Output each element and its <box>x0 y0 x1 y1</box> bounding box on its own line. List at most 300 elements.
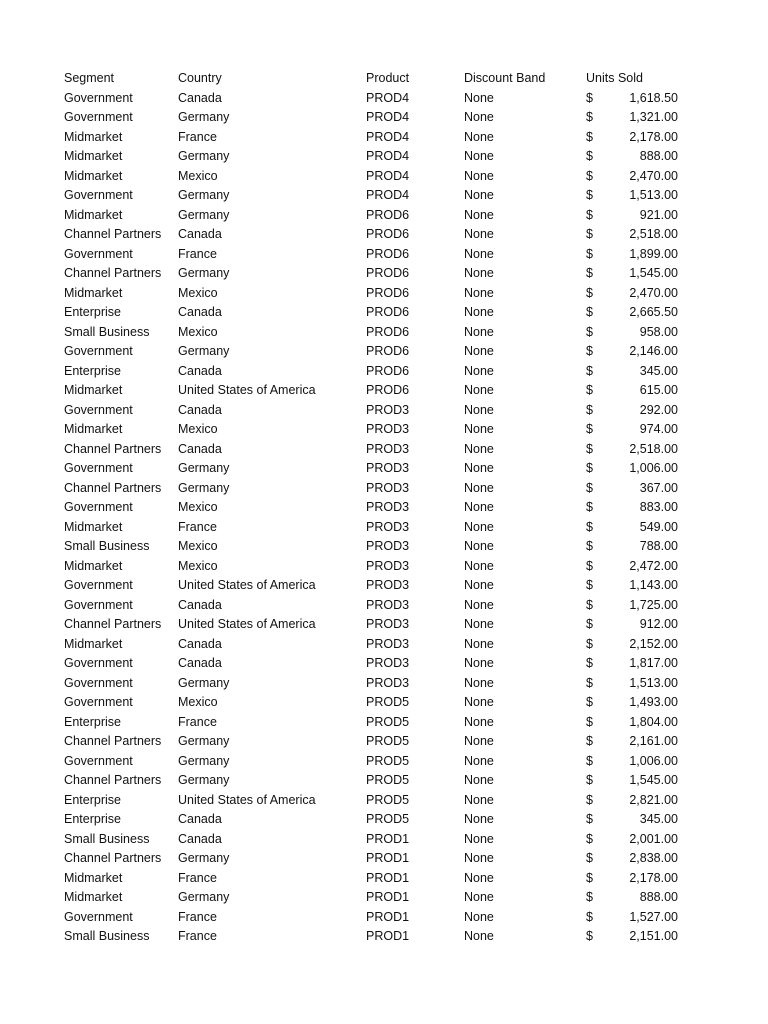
product-cell: PROD6 <box>366 207 410 222</box>
discount-band-cell: None <box>464 773 494 787</box>
units-sold-cell: 292.00 <box>639 402 678 417</box>
units-sold-cell: 2,470.00 <box>629 285 678 300</box>
table-row <box>64 635 678 655</box>
currency-symbol-cell: $ <box>586 539 593 553</box>
units-sold-cell: 1,899.00 <box>629 246 678 261</box>
discount-band-cell: None <box>464 578 494 592</box>
units-sold-cell: 1,321.00 <box>629 110 678 124</box>
country-cell: Mexico <box>178 324 218 339</box>
discount-band-cell: None <box>464 812 494 826</box>
segment-cell: Government <box>64 90 133 105</box>
discount-band-cell: None <box>464 539 494 553</box>
units-sold-cell: 345.00 <box>639 812 678 826</box>
column-header-country: Country <box>178 71 222 85</box>
discount-band-cell: None <box>464 305 494 319</box>
product-cell: PROD6 <box>366 305 410 319</box>
units-sold-cell: 2,665.50 <box>629 305 678 319</box>
product-cell: PROD5 <box>366 773 410 787</box>
discount-band-cell: None <box>464 227 494 241</box>
segment-cell: Midmarket <box>64 207 123 222</box>
country-cell: Germany <box>178 110 230 124</box>
discount-band-cell: None <box>464 422 494 436</box>
table-row <box>64 830 678 850</box>
segment-cell: Midmarket <box>64 422 123 436</box>
discount-band-cell: None <box>464 246 494 261</box>
product-cell: PROD1 <box>366 870 410 885</box>
currency-symbol-cell: $ <box>586 441 593 456</box>
country-cell: Mexico <box>178 500 218 514</box>
segment-cell: Midmarket <box>64 383 123 397</box>
table-row <box>64 654 678 674</box>
discount-band-cell: None <box>464 129 494 144</box>
currency-symbol-cell: $ <box>586 773 593 787</box>
discount-band-cell: None <box>464 110 494 124</box>
segment-cell: Government <box>64 500 133 514</box>
units-sold-cell: 1,527.00 <box>629 909 678 924</box>
country-cell: United States of America <box>178 792 316 807</box>
country-cell: Mexico <box>178 168 218 183</box>
currency-symbol-cell: $ <box>586 714 593 729</box>
units-sold-cell: 958.00 <box>639 324 678 339</box>
currency-symbol-cell: $ <box>586 636 593 651</box>
table-row <box>64 323 678 343</box>
currency-symbol-cell: $ <box>586 870 593 885</box>
currency-symbol-cell: $ <box>586 422 593 436</box>
discount-band-cell: None <box>464 402 494 417</box>
table-row <box>64 362 678 382</box>
segment-cell: Small Business <box>64 929 150 943</box>
product-cell: PROD4 <box>366 110 410 124</box>
discount-band-cell: None <box>464 188 494 202</box>
product-cell: PROD4 <box>366 188 410 202</box>
table-row <box>64 849 678 869</box>
currency-symbol-cell: $ <box>586 617 593 631</box>
currency-symbol-cell: $ <box>586 890 593 904</box>
product-cell: PROD3 <box>366 441 410 456</box>
table-row <box>64 167 678 187</box>
discount-band-cell: None <box>464 792 494 807</box>
segment-cell: Midmarket <box>64 168 123 183</box>
country-cell: Canada <box>178 597 222 612</box>
segment-cell: Government <box>64 656 133 670</box>
units-sold-cell: 1,493.00 <box>629 695 678 709</box>
units-sold-cell: 1,618.50 <box>629 90 678 105</box>
currency-symbol-cell: $ <box>586 305 593 319</box>
product-cell: PROD3 <box>366 402 410 417</box>
units-sold-cell: 1,006.00 <box>629 753 678 768</box>
currency-symbol-cell: $ <box>586 363 593 378</box>
product-cell: PROD4 <box>366 129 410 144</box>
product-cell: PROD5 <box>366 753 410 768</box>
discount-band-cell: None <box>464 168 494 183</box>
currency-symbol-cell: $ <box>586 402 593 417</box>
units-sold-cell: 2,178.00 <box>629 870 678 885</box>
segment-cell: Government <box>64 675 133 690</box>
currency-symbol-cell: $ <box>586 656 593 670</box>
column-header-segment: Segment <box>64 71 115 85</box>
product-cell: PROD6 <box>366 383 410 397</box>
product-cell: PROD4 <box>366 168 410 183</box>
segment-cell: Midmarket <box>64 890 123 904</box>
currency-symbol-cell: $ <box>586 480 593 495</box>
product-cell: PROD3 <box>366 480 410 495</box>
units-sold-cell: 2,470.00 <box>629 168 678 183</box>
currency-symbol-cell: $ <box>586 246 593 261</box>
product-cell: PROD1 <box>366 909 410 924</box>
units-sold-cell: 2,472.00 <box>629 558 678 573</box>
currency-symbol-cell: $ <box>586 461 593 475</box>
discount-band-cell: None <box>464 149 494 163</box>
discount-band-cell: None <box>464 636 494 651</box>
table-row <box>64 869 678 889</box>
segment-cell: Channel Partners <box>64 266 162 280</box>
table-row <box>64 693 678 713</box>
product-cell: PROD3 <box>366 519 410 534</box>
currency-symbol-cell: $ <box>586 695 593 709</box>
product-cell: PROD5 <box>366 792 410 807</box>
units-sold-cell: 1,545.00 <box>629 773 678 787</box>
table-row <box>64 479 678 499</box>
segment-cell: Government <box>64 597 133 612</box>
units-sold-cell: 2,518.00 <box>629 227 678 241</box>
product-cell: PROD3 <box>366 636 410 651</box>
currency-symbol-cell: $ <box>586 168 593 183</box>
units-sold-cell: 1,545.00 <box>629 266 678 280</box>
discount-band-cell: None <box>464 207 494 222</box>
units-sold-cell: 2,178.00 <box>629 129 678 144</box>
product-cell: PROD6 <box>366 344 410 358</box>
table-row <box>64 459 678 479</box>
currency-symbol-cell: $ <box>586 753 593 768</box>
column-header-discount-band: Discount Band <box>464 71 546 85</box>
discount-band-cell: None <box>464 753 494 768</box>
units-sold-cell: 1,143.00 <box>629 578 678 592</box>
product-cell: PROD3 <box>366 656 410 670</box>
table-row <box>64 245 678 265</box>
table-row <box>64 927 678 947</box>
country-cell: France <box>178 519 217 534</box>
table-row <box>64 908 678 928</box>
product-cell: PROD5 <box>366 734 410 748</box>
column-header-units-sold: Units Sold <box>586 71 643 85</box>
table-row <box>64 303 678 323</box>
discount-band-cell: None <box>464 597 494 612</box>
discount-band-cell: None <box>464 324 494 339</box>
units-sold-cell: 912.00 <box>639 617 678 631</box>
segment-cell: Government <box>64 695 133 709</box>
units-sold-cell: 1,006.00 <box>629 461 678 475</box>
product-cell: PROD6 <box>366 324 410 339</box>
table-row <box>64 342 678 362</box>
segment-cell: Midmarket <box>64 519 123 534</box>
table-row <box>64 518 678 538</box>
units-sold-cell: 2,151.00 <box>629 929 678 943</box>
product-cell: PROD3 <box>366 597 410 612</box>
segment-cell: Midmarket <box>64 870 123 885</box>
country-cell: Germany <box>178 675 230 690</box>
country-cell: Canada <box>178 227 222 241</box>
country-cell: Germany <box>178 149 230 163</box>
country-cell: United States of America <box>178 383 316 397</box>
table-row <box>64 557 678 577</box>
country-cell: Mexico <box>178 285 218 300</box>
units-sold-cell: 2,161.00 <box>629 734 678 748</box>
table-row <box>64 732 678 752</box>
currency-symbol-cell: $ <box>586 831 593 846</box>
discount-band-cell: None <box>464 675 494 690</box>
product-cell: PROD1 <box>366 851 410 865</box>
country-cell: France <box>178 870 217 885</box>
units-sold-cell: 2,152.00 <box>629 636 678 651</box>
country-cell: France <box>178 246 217 261</box>
units-sold-cell: 2,518.00 <box>629 441 678 456</box>
segment-cell: Government <box>64 753 133 768</box>
segment-cell: Enterprise <box>64 792 121 807</box>
country-cell: Mexico <box>178 539 218 553</box>
table-row <box>64 401 678 421</box>
discount-band-cell: None <box>464 480 494 495</box>
discount-band-cell: None <box>464 266 494 280</box>
table-row <box>64 186 678 206</box>
table-row <box>64 771 678 791</box>
country-cell: Germany <box>178 480 230 495</box>
segment-cell: Midmarket <box>64 558 123 573</box>
segment-cell: Government <box>64 344 133 358</box>
segment-cell: Government <box>64 110 133 124</box>
discount-band-cell: None <box>464 870 494 885</box>
table-row <box>64 128 678 148</box>
discount-band-cell: None <box>464 714 494 729</box>
segment-cell: Government <box>64 246 133 261</box>
table-row <box>64 674 678 694</box>
segment-cell: Government <box>64 461 133 475</box>
product-cell: PROD1 <box>366 929 410 943</box>
segment-cell: Small Business <box>64 324 150 339</box>
table-row <box>64 791 678 811</box>
country-cell: Canada <box>178 402 222 417</box>
table-row <box>64 713 678 733</box>
units-sold-cell: 1,513.00 <box>629 675 678 690</box>
currency-symbol-cell: $ <box>586 851 593 865</box>
currency-symbol-cell: $ <box>586 734 593 748</box>
country-cell: Canada <box>178 305 222 319</box>
currency-symbol-cell: $ <box>586 558 593 573</box>
discount-band-cell: None <box>464 831 494 846</box>
discount-band-cell: None <box>464 441 494 456</box>
segment-cell: Midmarket <box>64 129 123 144</box>
segment-cell: Government <box>64 909 133 924</box>
country-cell: Germany <box>178 753 230 768</box>
segment-cell: Enterprise <box>64 363 121 378</box>
table-row <box>64 264 678 284</box>
currency-symbol-cell: $ <box>586 500 593 514</box>
country-cell: France <box>178 909 217 924</box>
table-row <box>64 381 678 401</box>
discount-band-cell: None <box>464 519 494 534</box>
segment-cell: Government <box>64 578 133 592</box>
country-cell: Canada <box>178 363 222 378</box>
column-header-product: Product <box>366 71 410 85</box>
table-row <box>64 888 678 908</box>
product-cell: PROD3 <box>366 578 410 592</box>
country-cell: Canada <box>178 441 222 456</box>
units-sold-cell: 1,817.00 <box>629 656 678 670</box>
product-cell: PROD5 <box>366 812 410 826</box>
country-cell: United States of America <box>178 617 316 631</box>
product-cell: PROD5 <box>366 695 410 709</box>
product-cell: PROD6 <box>366 363 410 378</box>
currency-symbol-cell: $ <box>586 909 593 924</box>
country-cell: Germany <box>178 461 230 475</box>
currency-symbol-cell: $ <box>586 110 593 124</box>
currency-symbol-cell: $ <box>586 519 593 534</box>
product-cell: PROD6 <box>366 246 410 261</box>
units-sold-cell: 974.00 <box>639 422 678 436</box>
header-row <box>64 69 678 89</box>
table-row <box>64 147 678 167</box>
table-row <box>64 596 678 616</box>
product-cell: PROD3 <box>366 422 410 436</box>
product-cell: PROD4 <box>366 90 410 105</box>
currency-symbol-cell: $ <box>586 207 593 222</box>
segment-cell: Channel Partners <box>64 227 162 241</box>
country-cell: Canada <box>178 656 222 670</box>
currency-symbol-cell: $ <box>586 383 593 397</box>
currency-symbol-cell: $ <box>586 578 593 592</box>
discount-band-cell: None <box>464 890 494 904</box>
currency-symbol-cell: $ <box>586 929 593 943</box>
discount-band-cell: None <box>464 461 494 475</box>
currency-symbol-cell: $ <box>586 285 593 300</box>
segment-cell: Enterprise <box>64 305 121 319</box>
table-row <box>64 615 678 635</box>
table-body <box>64 89 678 947</box>
product-cell: PROD1 <box>366 890 410 904</box>
units-sold-cell: 345.00 <box>639 363 678 378</box>
product-cell: PROD3 <box>366 675 410 690</box>
product-cell: PROD3 <box>366 461 410 475</box>
product-cell: PROD6 <box>366 266 410 280</box>
table-row <box>64 576 678 596</box>
segment-cell: Midmarket <box>64 285 123 300</box>
units-sold-cell: 888.00 <box>639 149 678 163</box>
discount-band-cell: None <box>464 383 494 397</box>
table-row <box>64 752 678 772</box>
segment-cell: Midmarket <box>64 636 123 651</box>
segment-cell: Small Business <box>64 539 150 553</box>
segment-cell: Channel Partners <box>64 441 162 456</box>
discount-band-cell: None <box>464 90 494 105</box>
country-cell: France <box>178 129 217 144</box>
table-row <box>64 498 678 518</box>
table-row <box>64 89 678 109</box>
currency-symbol-cell: $ <box>586 792 593 807</box>
table-row <box>64 206 678 226</box>
segment-cell: Small Business <box>64 831 150 846</box>
discount-band-cell: None <box>464 363 494 378</box>
units-sold-cell: 921.00 <box>639 207 678 222</box>
country-cell: Germany <box>178 344 230 358</box>
segment-cell: Government <box>64 188 133 202</box>
units-sold-cell: 2,838.00 <box>629 851 678 865</box>
units-sold-cell: 888.00 <box>639 890 678 904</box>
country-cell: Germany <box>178 773 230 787</box>
product-cell: PROD6 <box>366 227 410 241</box>
product-cell: PROD3 <box>366 500 410 514</box>
currency-symbol-cell: $ <box>586 149 593 163</box>
currency-symbol-cell: $ <box>586 266 593 280</box>
units-sold-cell: 367.00 <box>639 480 678 495</box>
segment-cell: Midmarket <box>64 149 123 163</box>
spreadsheet-page <box>0 69 768 947</box>
country-cell: Mexico <box>178 695 218 709</box>
table-row <box>64 225 678 245</box>
country-cell: Germany <box>178 851 230 865</box>
product-cell: PROD3 <box>366 539 410 553</box>
segment-cell: Enterprise <box>64 812 121 826</box>
segment-cell: Government <box>64 402 133 417</box>
table-row <box>64 440 678 460</box>
units-sold-cell: 883.00 <box>639 500 678 514</box>
country-cell: Canada <box>178 831 222 846</box>
currency-symbol-cell: $ <box>586 129 593 144</box>
currency-symbol-cell: $ <box>586 90 593 105</box>
discount-band-cell: None <box>464 617 494 631</box>
product-cell: PROD4 <box>366 149 410 163</box>
country-cell: France <box>178 714 217 729</box>
table-row <box>64 108 678 128</box>
country-cell: Germany <box>178 734 230 748</box>
discount-band-cell: None <box>464 695 494 709</box>
discount-band-cell: None <box>464 285 494 300</box>
country-cell: France <box>178 929 217 943</box>
discount-band-cell: None <box>464 929 494 943</box>
currency-symbol-cell: $ <box>586 324 593 339</box>
units-sold-cell: 1,725.00 <box>629 597 678 612</box>
units-sold-cell: 1,804.00 <box>629 714 678 729</box>
table-row <box>64 810 678 830</box>
country-cell: Canada <box>178 636 222 651</box>
segment-cell: Channel Partners <box>64 773 162 787</box>
discount-band-cell: None <box>464 656 494 670</box>
country-cell: Canada <box>178 90 222 105</box>
table-row <box>64 537 678 557</box>
segment-cell: Enterprise <box>64 714 121 729</box>
units-sold-cell: 2,146.00 <box>629 344 678 358</box>
discount-band-cell: None <box>464 734 494 748</box>
units-sold-cell: 1,513.00 <box>629 188 678 202</box>
segment-cell: Channel Partners <box>64 480 162 495</box>
currency-symbol-cell: $ <box>586 188 593 202</box>
country-cell: Germany <box>178 207 230 222</box>
country-cell: Germany <box>178 890 230 904</box>
product-cell: PROD3 <box>366 558 410 573</box>
segment-cell: Channel Partners <box>64 851 162 865</box>
sales-table <box>64 69 678 947</box>
currency-symbol-cell: $ <box>586 675 593 690</box>
country-cell: United States of America <box>178 578 316 592</box>
discount-band-cell: None <box>464 344 494 358</box>
table-row <box>64 420 678 440</box>
country-cell: Canada <box>178 812 222 826</box>
currency-symbol-cell: $ <box>586 812 593 826</box>
units-sold-cell: 788.00 <box>639 539 678 553</box>
units-sold-cell: 549.00 <box>639 519 678 534</box>
discount-band-cell: None <box>464 558 494 573</box>
discount-band-cell: None <box>464 500 494 514</box>
units-sold-cell: 2,821.00 <box>629 792 678 807</box>
currency-symbol-cell: $ <box>586 227 593 241</box>
